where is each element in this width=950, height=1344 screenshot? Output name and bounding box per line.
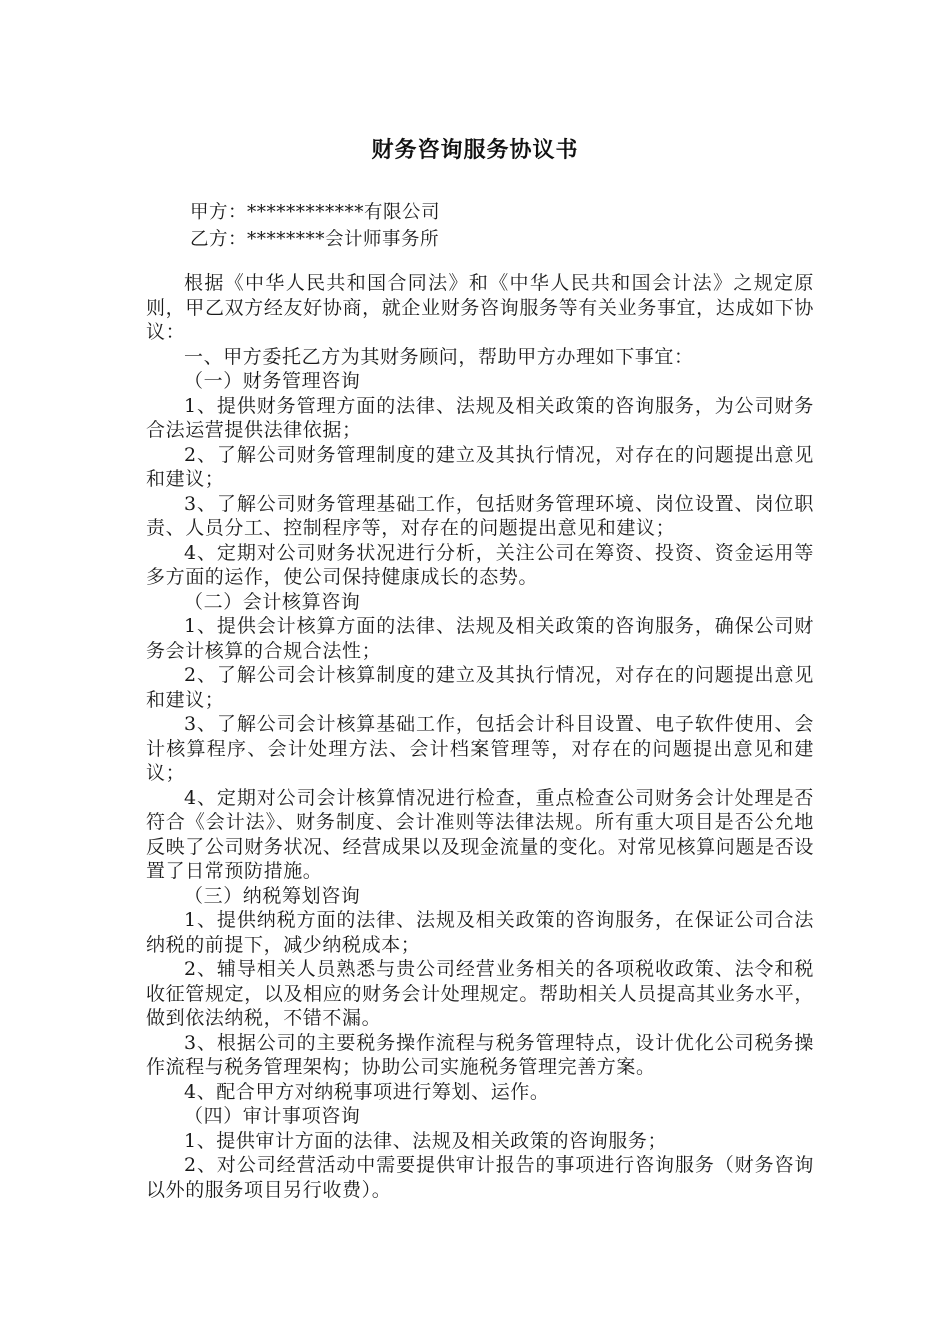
agreement-body [146,271,814,1202]
intro-paragraph: 根据《中华人民共和国合同法》和《中华人民共和国会计法》之规定原则，甲乙双方经友好协商，就企业财务咨询服务等有关业务事宜，达成如下协议： [146,272,814,343]
section-heading-tax-planning: （三）纳税筹划咨询 [184,884,361,907]
list-item: 1、提供会计核算方面的法律、法规及相关政策的咨询服务，确保公司财务会计核算的合规合法性； [146,615,814,662]
list-item: 3、了解公司会计核算基础工作，包括会计科目设置、电子软件使用、会计核算程序、会计处理方法、会计档案管理等，对存在的问题提出意见和建议； [146,713,814,784]
section-heading-audit: （四）审计事项咨询 [184,1105,361,1127]
party-a-line: 甲方：************有限公司 [190,202,441,223]
list-item: 4、定期对公司会计核算情况进行检查，重点检查公司财务会计处理是否符合《会计法》、财务制度、会计准则等法律法规。所有重大项目是否公允地反映了公司财务状况、经营成果以及现金流量的变化。对常见核算问题是否设置了日常预防措施。 [146,786,814,882]
document-title: 财务咨询服务协议书 [371,138,579,163]
list-item: 2、对公司经营活动中需要提供审计报告的事项进行咨询服务（财务咨询以外的服务项目另行收费）。 [146,1154,814,1201]
clause-heading: 一、甲方委托乙方为其财务顾问，帮助甲方办理如下事宜： [184,345,694,368]
list-item: 4、配合甲方对纳税事项进行筹划、运作。 [184,1080,550,1103]
list-item: 2、了解公司财务管理制度的建立及其执行情况，对存在的问题提出意见和建议； [146,443,814,490]
list-item: 3、根据公司的主要税务操作流程与税务管理特点，设计优化公司税务操作流程与税务管理架构；协助公司实施税务管理完善方案。 [146,1031,814,1078]
list-item: 1、提供财务管理方面的法律、法规及相关政策的咨询服务，为公司财务合法运营提供法律依据； [146,394,814,441]
section-heading-financial-management: （一）财务管理咨询 [184,370,361,392]
party-b-line: 乙方：********会计师事务所 [190,229,440,250]
list-item: 3、了解公司财务管理基础工作，包括财务管理环境、岗位设置、岗位职责、人员分工、控制程序等，对存在的问题提出意见和建议； [146,492,814,539]
list-item: 1、提供纳税方面的法律、法规及相关政策的咨询服务，在保证公司合法纳税的前提下，减少纳税成本； [146,909,814,956]
section-heading-accounting: （二）会计核算咨询 [184,590,361,613]
list-item: 4、定期对公司财务状况进行分析，关注公司在筹资、投资、资金运用等多方面的运作，使公司保持健康成长的态势。 [146,541,814,588]
list-item: 2、辅导相关人员熟悉与贵公司经营业务相关的各项税收政策、法令和税收征管规定，以及相应的财务会计处理规定。帮助相关人员提高其业务水平，做到依法纳税，不错不漏。 [146,958,814,1029]
list-item: 1、提供审计方面的法律、法规及相关政策的咨询服务； [184,1129,668,1152]
parties-block [190,199,440,253]
list-item: 2、了解公司会计核算制度的建立及其执行情况，对存在的问题提出意见和建议； [146,664,814,711]
